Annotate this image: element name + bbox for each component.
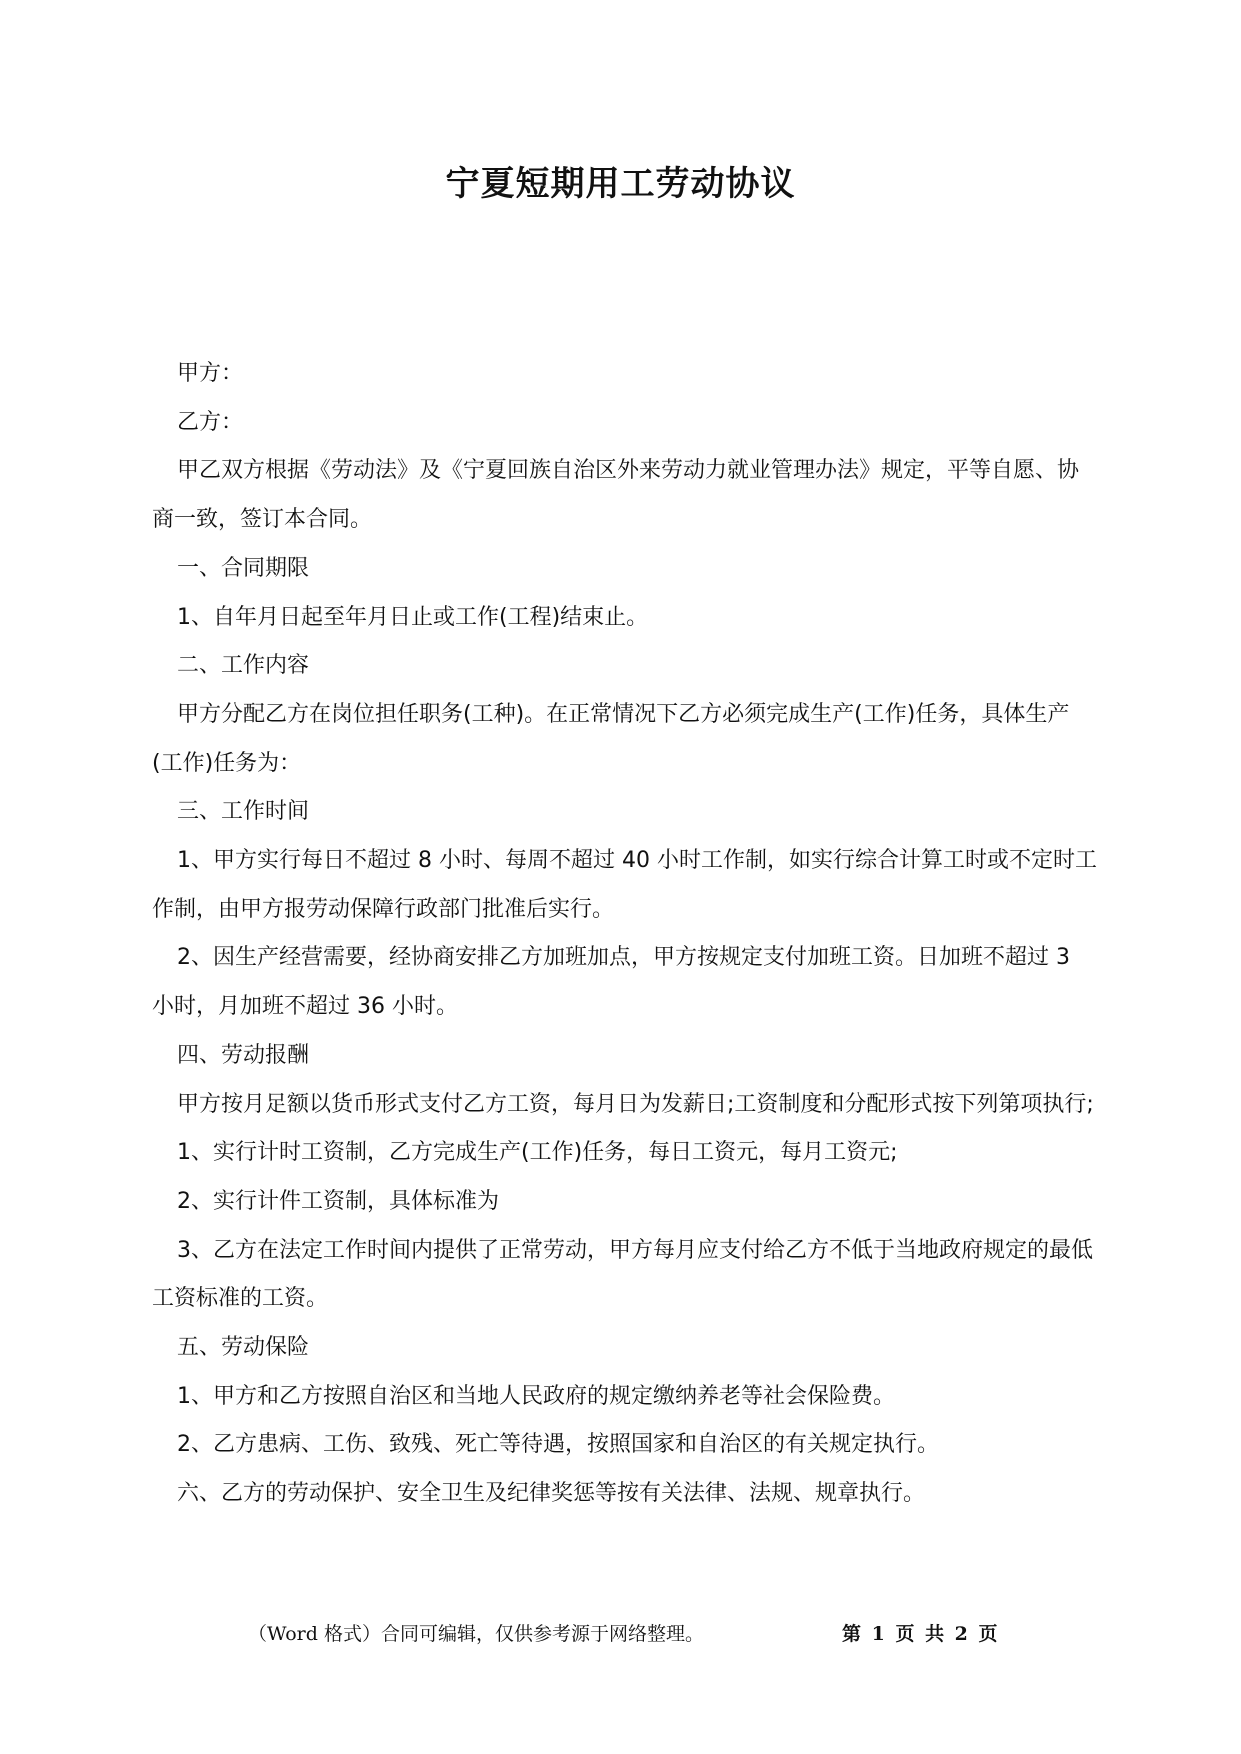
clause-remuneration-2: 2、实行计件工资制，具体标准为 bbox=[177, 1188, 499, 1214]
section-heading-work-content: 二、工作内容 bbox=[177, 653, 310, 679]
document-body bbox=[152, 350, 1097, 1519]
section-heading-work-hours: 三、工作时间 bbox=[177, 799, 310, 825]
document-title: 宁夏短期用工劳动协议 bbox=[445, 164, 796, 204]
clause-insurance-2: 2、乙方患病、工伤、致残、死亡等待遇，按照国家和自治区的有关规定执行。 bbox=[177, 1432, 939, 1458]
page-footer bbox=[0, 1616, 1241, 1652]
party-b-line: 乙方： bbox=[177, 409, 244, 435]
page-number: 第 1 页 共 2 页 bbox=[842, 1623, 998, 1645]
clause-remuneration-3: 3、乙方在法定工作时间内提供了正常劳动，甲方每月应支付给乙方不低于当地政府规定的最低工资标准的工资。 bbox=[152, 1237, 1094, 1312]
section-heading-remuneration: 四、劳动报酬 bbox=[177, 1042, 310, 1068]
clause-remuneration-1: 1、实行计时工资制，乙方完成生产(工作)任务，每日工资元，每月工资元; bbox=[177, 1140, 898, 1166]
clause-remuneration-intro: 甲方按月足额以货币形式支付乙方工资，每月日为发薪日;工资制度和分配形式按下列第项执行; bbox=[177, 1091, 1094, 1117]
preamble-paragraph: 甲乙双方根据《劳动法》及《宁夏回族自治区外来劳动力就业管理办法》规定，平等自愿、协商一致，签订本合同。 bbox=[152, 458, 1080, 533]
clause-term-1: 1、自年月日起至年月日止或工作(工程)结束止。 bbox=[177, 604, 649, 630]
clause-work-hours-1: 1、甲方实行每日不超过 8 小时、每周不超过 40 小时工作制，如实行综合计算工时或不定时工作制，由甲方报劳动保障行政部门批准后实行。 bbox=[152, 848, 1097, 922]
party-a-line: 甲方： bbox=[177, 361, 244, 386]
section-heading-term: 一、合同期限 bbox=[177, 555, 310, 581]
section-six-protection: 六、乙方的劳动保护、安全卫生及纪律奖惩等按有关法律、法规、规章执行。 bbox=[177, 1481, 926, 1507]
footer-note: （Word 格式）合同可编辑，仅供参考源于网络整理。 bbox=[248, 1623, 704, 1645]
section-heading-insurance: 五、劳动保险 bbox=[177, 1335, 310, 1361]
clause-work-content: 甲方分配乙方在岗位担任职务(工种)。在正常情况下乙方必须完成生产(工作)任务，具体生产(工作)任务为： bbox=[152, 701, 1070, 776]
clause-work-hours-2: 2、因生产经营需要，经协商安排乙方加班加点，甲方按规定支付加班工资。日加班不超过 3 小时，月加班不超过 36 小时。 bbox=[152, 945, 1070, 1020]
clause-insurance-1: 1、甲方和乙方按照自治区和当地人民政府的规定缴纳养老等社会保险费。 bbox=[177, 1383, 895, 1409]
